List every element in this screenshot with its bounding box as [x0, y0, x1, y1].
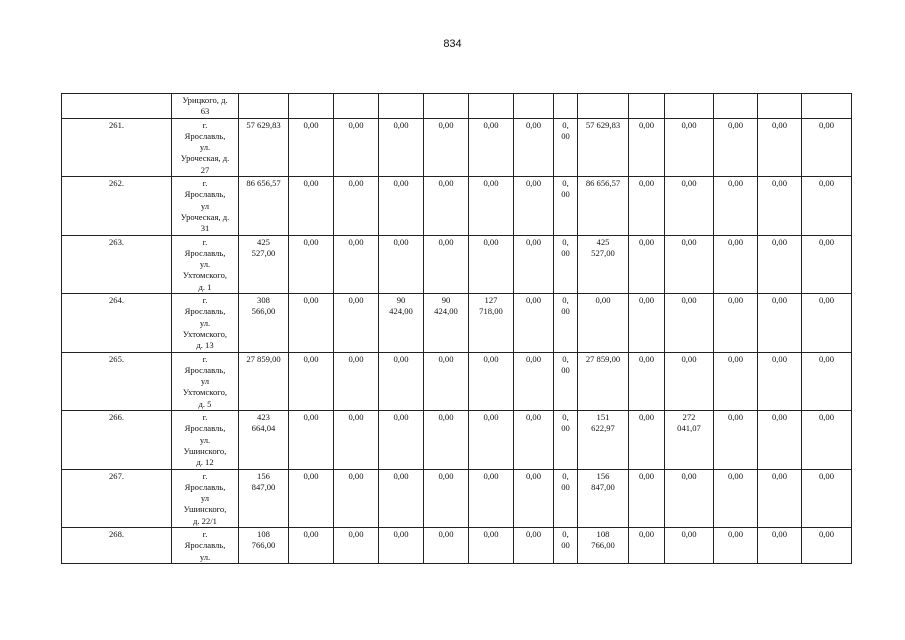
value-cell: 0,00: [665, 352, 714, 410]
value-cell: [514, 94, 554, 119]
table-row: [62, 411, 852, 469]
value-cell: 0,00: [758, 411, 802, 469]
value-cell: 0,00: [802, 294, 852, 352]
value-cell: 90 424,00: [379, 294, 424, 352]
value-cell: 0,00: [289, 527, 334, 563]
value-cell: 0,00: [665, 469, 714, 527]
value-cell: 0,00: [334, 411, 379, 469]
address-cell: г. Ярославль, ул. Ухтомского, д. 1: [172, 235, 239, 293]
address-cell: Урицкого, д. 63: [172, 94, 239, 119]
value-cell: 0,00: [334, 352, 379, 410]
value-cell: 86 656,57: [578, 177, 629, 235]
address-cell: г. Ярославль, ул. Уроческая, д. 27: [172, 118, 239, 176]
row-number-cell: 263.: [62, 235, 172, 293]
value-cell: 0,00: [714, 235, 758, 293]
value-cell: 0,00: [629, 177, 665, 235]
value-cell: 0,00: [578, 294, 629, 352]
value-cell: 0,00: [714, 177, 758, 235]
value-cell: 0,00: [334, 235, 379, 293]
address-cell: г. Ярославль, ул. Ухтомского, д. 13: [172, 294, 239, 352]
value-cell: 0,00: [714, 352, 758, 410]
value-cell: 0,00: [629, 235, 665, 293]
value-cell: 0,00: [469, 469, 514, 527]
value-cell: 0,00: [424, 235, 469, 293]
value-cell: 272 041,07: [665, 411, 714, 469]
address-cell: г. Ярославль, ул Уроческая, д. 31: [172, 177, 239, 235]
value-cell: 0,00: [665, 118, 714, 176]
value-cell: 0,00: [714, 118, 758, 176]
row-number-cell: 262.: [62, 177, 172, 235]
value-cell: 0,00: [289, 352, 334, 410]
value-cell: 0,00: [802, 118, 852, 176]
value-cell: 0,00: [379, 235, 424, 293]
data-table: [61, 93, 852, 564]
value-cell: [379, 94, 424, 119]
value-cell: 0,00: [514, 235, 554, 293]
row-number-cell: [62, 94, 172, 119]
value-cell: 0,00: [334, 294, 379, 352]
row-number-cell: 268.: [62, 527, 172, 563]
value-cell: 0,00: [334, 527, 379, 563]
value-cell: 0,00: [469, 352, 514, 410]
value-cell: 57 629,83: [578, 118, 629, 176]
row-number-cell: 261.: [62, 118, 172, 176]
value-cell: 0,00: [469, 118, 514, 176]
value-cell: [714, 94, 758, 119]
page-number: 834: [443, 38, 462, 50]
value-cell: 0,00: [714, 527, 758, 563]
value-cell: 108 766,00: [578, 527, 629, 563]
value-cell: 0,00: [424, 177, 469, 235]
value-cell: [289, 94, 334, 119]
total-cell: 86 656,57: [239, 177, 289, 235]
value-cell: 0,00: [379, 469, 424, 527]
value-cell: 0,00: [514, 527, 554, 563]
value-cell: 0,00: [802, 469, 852, 527]
value-cell: 0, 00: [554, 469, 578, 527]
value-cell: 0,00: [334, 469, 379, 527]
value-cell: 0,00: [758, 352, 802, 410]
value-cell: 0,00: [665, 235, 714, 293]
value-cell: 0,00: [469, 527, 514, 563]
value-cell: 0,00: [629, 527, 665, 563]
value-cell: 0,00: [424, 527, 469, 563]
value-cell: 0,00: [758, 177, 802, 235]
value-cell: 0, 00: [554, 235, 578, 293]
value-cell: 0,00: [665, 294, 714, 352]
value-cell: 0,00: [379, 352, 424, 410]
value-cell: 0,00: [802, 177, 852, 235]
total-cell: 108 766,00: [239, 527, 289, 563]
value-cell: 0,00: [758, 294, 802, 352]
row-number-cell: 265.: [62, 352, 172, 410]
value-cell: 0,00: [289, 177, 334, 235]
value-cell: 27 859,00: [578, 352, 629, 410]
value-cell: 0,00: [665, 527, 714, 563]
value-cell: 127 718,00: [469, 294, 514, 352]
value-cell: [239, 94, 289, 119]
table-row: [62, 94, 852, 119]
table-row: [62, 118, 852, 176]
table-row: [62, 235, 852, 293]
total-cell: 423 664,04: [239, 411, 289, 469]
value-cell: 0,00: [424, 411, 469, 469]
value-cell: 0,00: [629, 469, 665, 527]
value-cell: 0,00: [758, 118, 802, 176]
value-cell: 0, 00: [554, 411, 578, 469]
value-cell: 151 622,97: [578, 411, 629, 469]
value-cell: 0,00: [714, 411, 758, 469]
value-cell: [665, 94, 714, 119]
address-cell: г. Ярославль, ул Ушинского, д. 22/1: [172, 469, 239, 527]
value-cell: [469, 94, 514, 119]
value-cell: 156 847,00: [578, 469, 629, 527]
value-cell: 0,00: [379, 177, 424, 235]
value-cell: 0, 00: [554, 352, 578, 410]
row-number-cell: 264.: [62, 294, 172, 352]
value-cell: 0,00: [289, 235, 334, 293]
value-cell: [758, 94, 802, 119]
value-cell: 0,00: [334, 177, 379, 235]
table-row: [62, 294, 852, 352]
value-cell: 0,00: [514, 411, 554, 469]
address-cell: г. Ярославль, ул. Ушинского, д. 12: [172, 411, 239, 469]
value-cell: 0,00: [802, 411, 852, 469]
total-cell: 425 527,00: [239, 235, 289, 293]
table-row: [62, 352, 852, 410]
value-cell: [802, 94, 852, 119]
value-cell: 0,00: [424, 352, 469, 410]
value-cell: 0,00: [714, 469, 758, 527]
value-cell: 0,00: [469, 177, 514, 235]
table-row: [62, 527, 852, 563]
value-cell: 0,00: [334, 118, 379, 176]
value-cell: [334, 94, 379, 119]
value-cell: 0,00: [629, 294, 665, 352]
total-cell: 57 629,83: [239, 118, 289, 176]
value-cell: [578, 94, 629, 119]
value-cell: 0,00: [289, 411, 334, 469]
value-cell: 0,00: [514, 177, 554, 235]
value-cell: 0,00: [424, 469, 469, 527]
value-cell: 0,00: [758, 469, 802, 527]
value-cell: 0,00: [469, 411, 514, 469]
value-cell: 0,00: [629, 411, 665, 469]
row-number-cell: 266.: [62, 411, 172, 469]
value-cell: 0, 00: [554, 294, 578, 352]
value-cell: 0,00: [802, 527, 852, 563]
table-row: [62, 469, 852, 527]
value-cell: [629, 94, 665, 119]
address-cell: г. Ярославль, ул Ухтомского, д. 5: [172, 352, 239, 410]
value-cell: [424, 94, 469, 119]
value-cell: 0,00: [758, 235, 802, 293]
value-cell: 0,00: [514, 294, 554, 352]
value-cell: 0,00: [469, 235, 514, 293]
value-cell: 0,00: [802, 352, 852, 410]
value-cell: 0, 00: [554, 527, 578, 563]
table-row: [62, 177, 852, 235]
value-cell: 0,00: [514, 352, 554, 410]
address-cell: г. Ярославль, ул.: [172, 527, 239, 563]
value-cell: 0,00: [714, 294, 758, 352]
value-cell: 0,00: [629, 118, 665, 176]
value-cell: 0,00: [379, 118, 424, 176]
total-cell: 308 566,00: [239, 294, 289, 352]
value-cell: 425 527,00: [578, 235, 629, 293]
value-cell: 0,00: [629, 352, 665, 410]
total-cell: 156 847,00: [239, 469, 289, 527]
value-cell: 0, 00: [554, 177, 578, 235]
value-cell: 0,00: [289, 118, 334, 176]
value-cell: 0,00: [289, 294, 334, 352]
value-cell: 0,00: [424, 118, 469, 176]
value-cell: 0,00: [665, 177, 714, 235]
value-cell: 90 424,00: [424, 294, 469, 352]
value-cell: 0,00: [758, 527, 802, 563]
value-cell: 0,00: [289, 469, 334, 527]
value-cell: 0,00: [379, 527, 424, 563]
total-cell: 27 859,00: [239, 352, 289, 410]
value-cell: 0, 00: [554, 118, 578, 176]
value-cell: 0,00: [379, 411, 424, 469]
row-number-cell: 267.: [62, 469, 172, 527]
value-cell: 0,00: [802, 235, 852, 293]
value-cell: 0,00: [514, 118, 554, 176]
value-cell: 0,00: [514, 469, 554, 527]
value-cell: [554, 94, 578, 119]
